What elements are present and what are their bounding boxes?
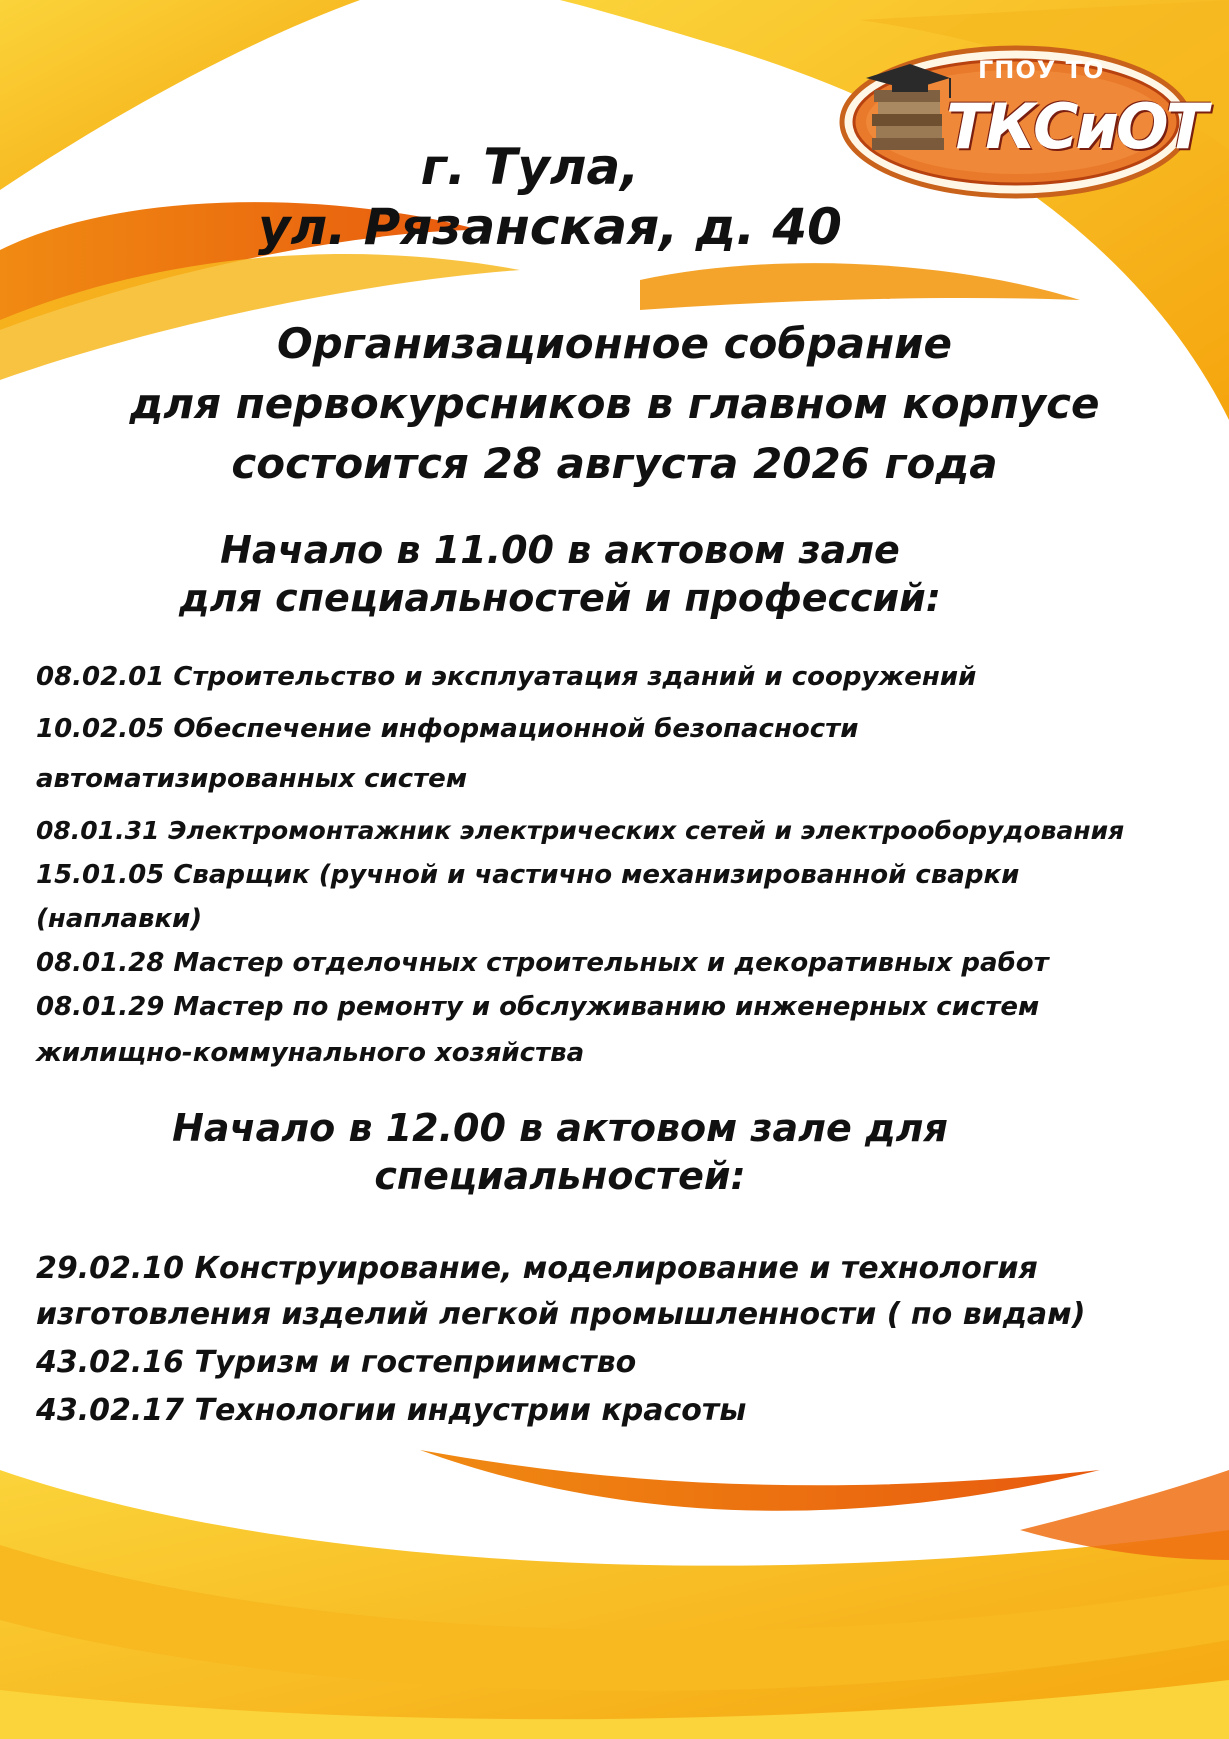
session2-item: 43.02.16 Туризм и гостеприимство <box>36 1345 637 1380</box>
headline-line-3: состоится 28 августа 2026 года <box>231 439 998 488</box>
session1-item: 08.01.28 Мастер отделочных строительных и декоративных работ <box>36 948 1049 978</box>
session1-heading-line-2: для специальностей и профессий: <box>179 576 941 620</box>
session1-item: автоматизированных систем <box>36 764 468 794</box>
bottom-orange-swoosh <box>420 1450 1100 1511</box>
session1-heading-line-1: Начало в 11.00 в актовом зале <box>220 528 900 572</box>
session1-item: 08.02.01 Строительство и эксплуатация зданий и сооружений <box>36 662 977 692</box>
session1-item: 08.01.31 Электромонтажник электрических сетей и электрооборудования <box>36 816 1125 845</box>
session1-item: (наплавки) <box>36 904 203 934</box>
address-street: ул. Рязанская, д. 40 <box>258 198 842 256</box>
session2-item: 29.02.10 Конструирование, моделирование и технология <box>36 1251 1038 1286</box>
top-left-swoosh <box>0 0 360 190</box>
logo-name-text: ТКСиОТ <box>946 90 1205 163</box>
headline-line-2: для первокурсников в главном корпусе <box>129 379 1100 428</box>
books-icon <box>872 90 944 150</box>
session2-item: изготовления изделий легкой промышленности ( по видам) <box>36 1297 1086 1332</box>
session1-item: 15.01.05 Сварщик (ручной и частично механизированной сварки <box>36 860 1020 890</box>
logo-org-text: ГПОУ ТО <box>978 56 1105 84</box>
headline-line-1: Организационное собрание <box>276 319 953 368</box>
address-city: г. Тула, <box>420 138 640 196</box>
college-logo <box>838 44 1205 200</box>
session2-item: 43.02.17 Технологии индустрии красоты <box>36 1393 747 1428</box>
session1-item: 08.01.29 Мастер по ремонту и обслуживанию инженерных систем <box>36 992 1040 1022</box>
session1-item: жилищно-коммунального хозяйства <box>36 1038 585 1068</box>
session2-heading-line-2: специальностей: <box>374 1154 746 1198</box>
session2-heading-line-1: Начало в 12.00 в актовом зале для <box>172 1106 948 1150</box>
session1-item: 10.02.05 Обеспечение информационной безопасности <box>36 714 859 744</box>
